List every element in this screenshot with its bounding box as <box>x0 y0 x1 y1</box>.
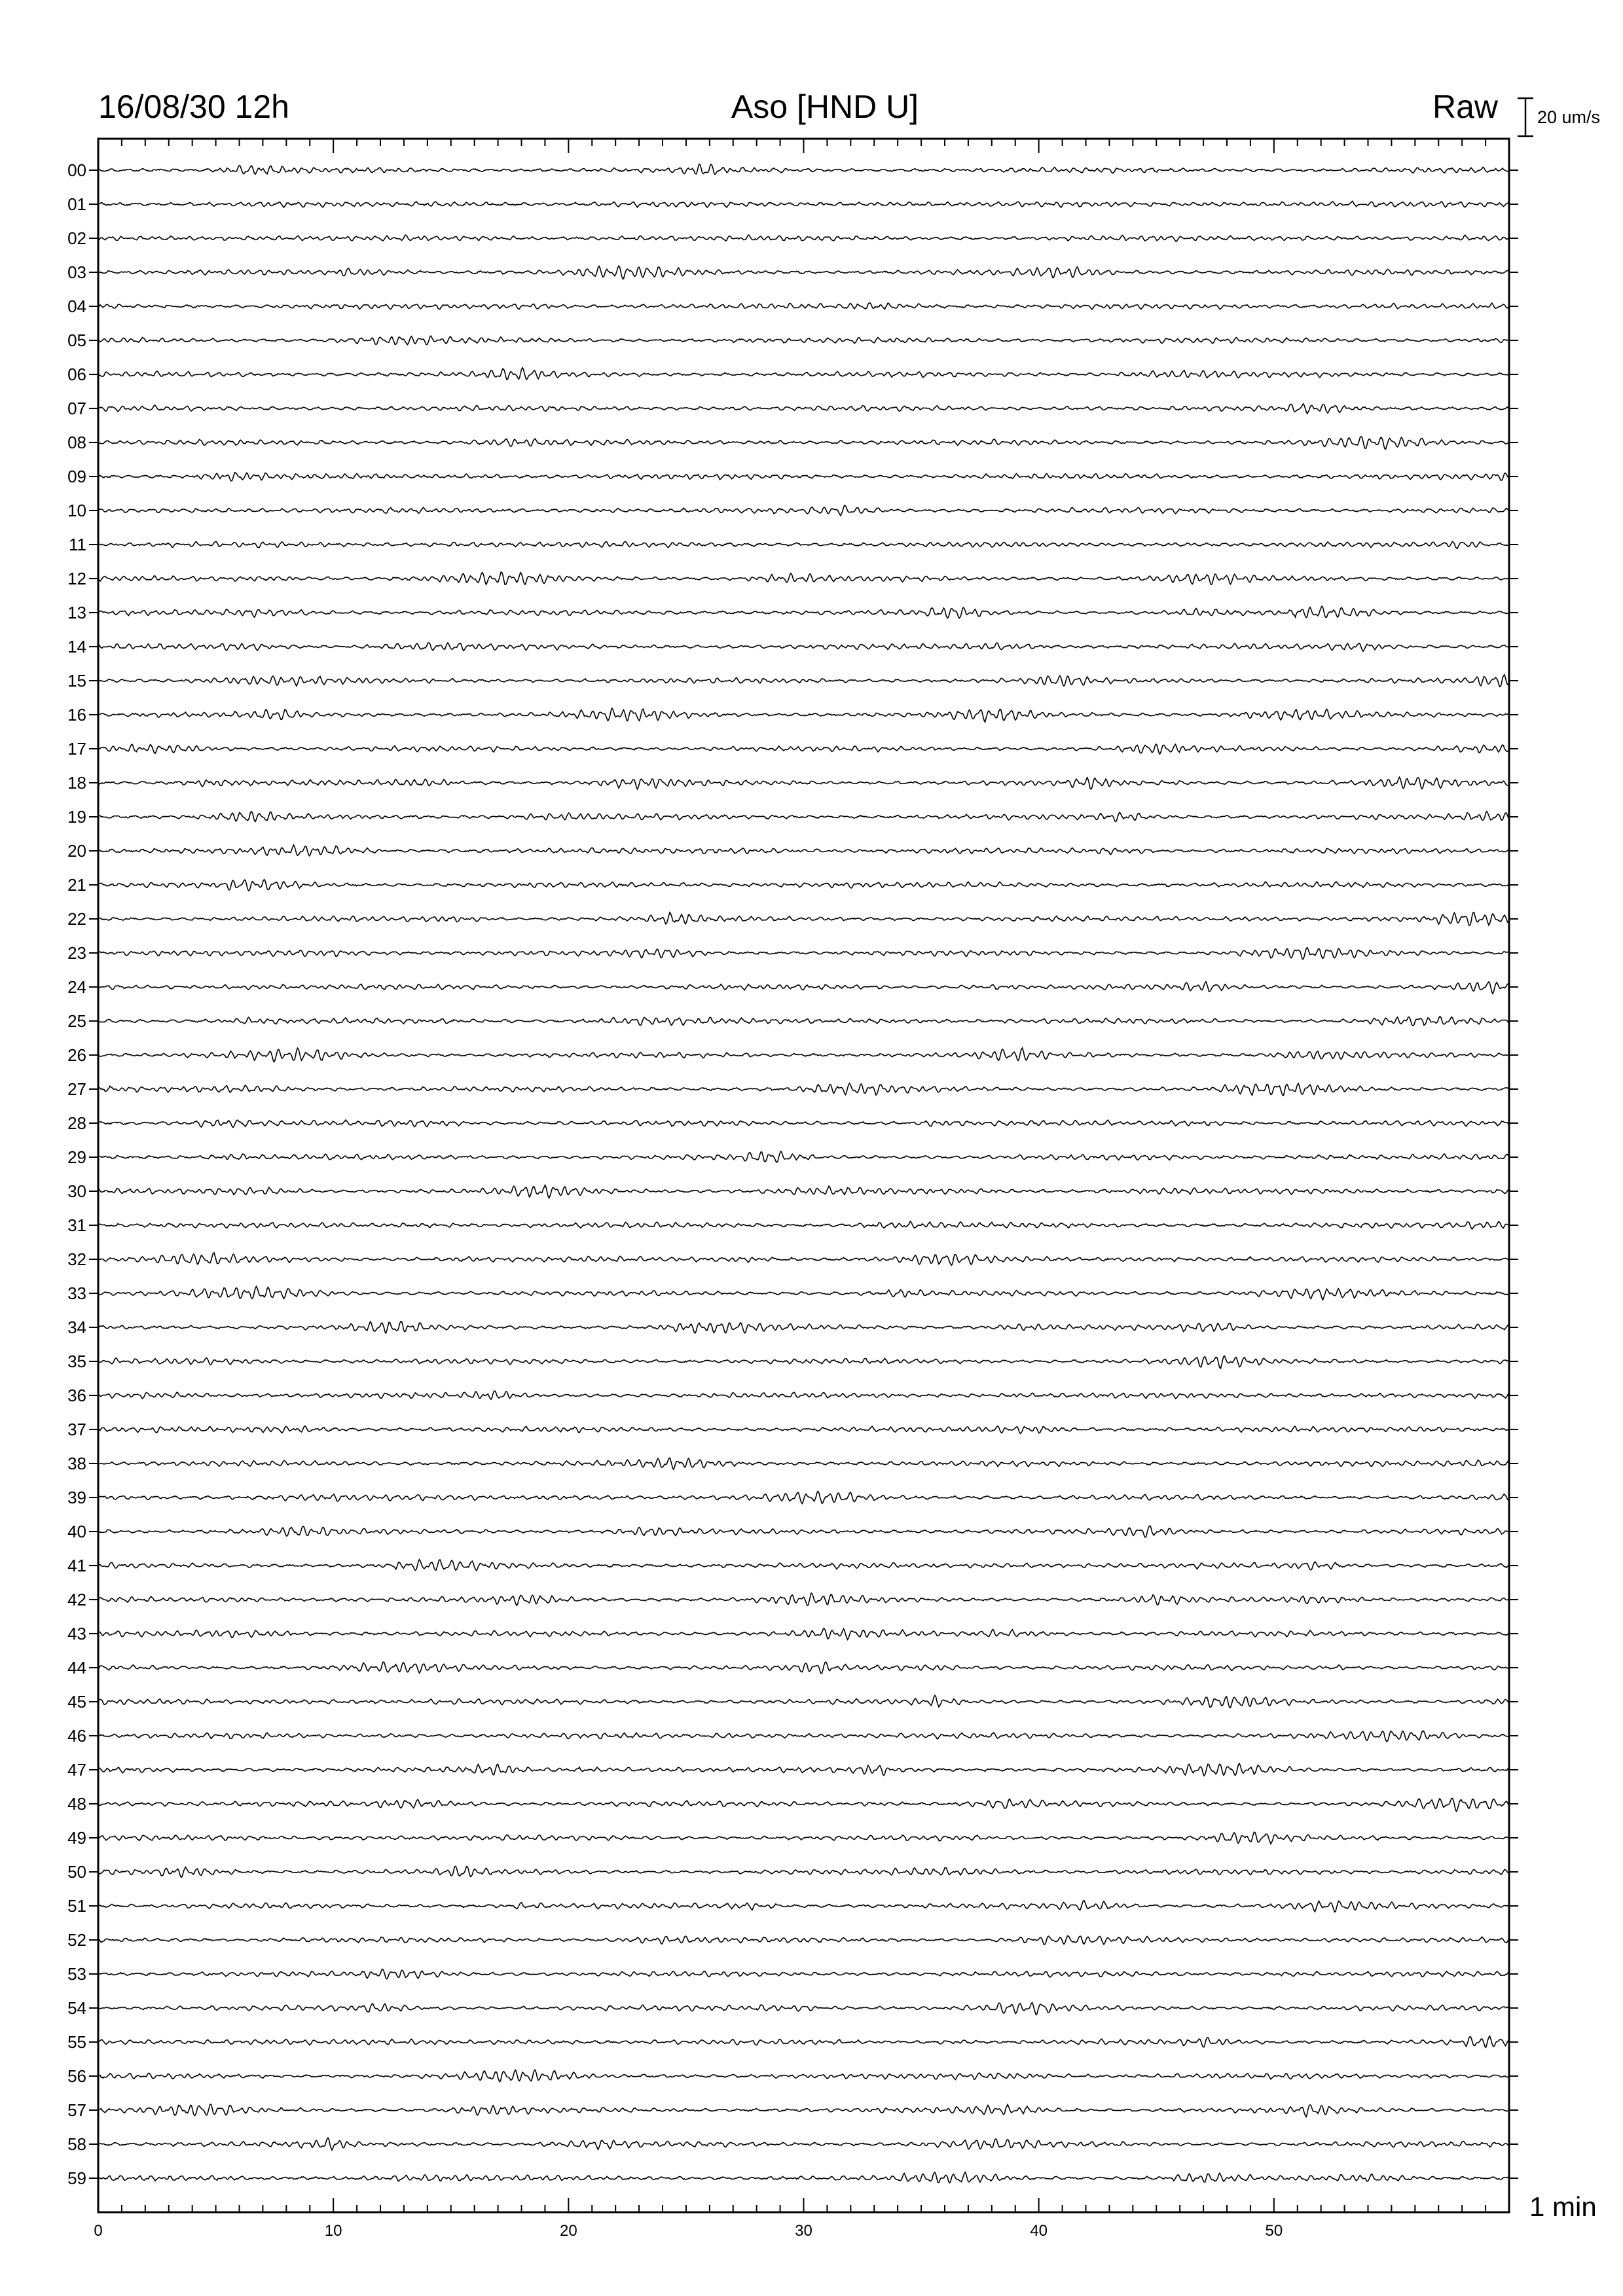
row-label: 43 <box>67 1624 86 1643</box>
row-label: 07 <box>67 399 86 418</box>
row-label: 34 <box>67 1318 86 1337</box>
row-label: 20 <box>67 841 86 861</box>
trace-row <box>98 744 1508 754</box>
amplitude-scale-bar <box>1518 98 1533 136</box>
trace-row <box>98 1426 1508 1434</box>
row-labels <box>67 160 86 2188</box>
row-label: 45 <box>67 1692 86 1712</box>
x-tick-label: 10 <box>324 2222 342 2240</box>
trace-row <box>98 1832 1508 1844</box>
x-tick-label: 40 <box>1030 2222 1048 2240</box>
trace-row <box>98 1526 1508 1537</box>
trace-row <box>98 437 1508 449</box>
trace-row <box>98 1185 1508 1198</box>
row-label: 32 <box>67 1249 86 1269</box>
trace-row <box>98 1287 1508 1300</box>
row-label: 19 <box>67 807 86 827</box>
row-label: 10 <box>67 501 86 520</box>
row-label: 46 <box>67 1726 86 1746</box>
trace-row <box>98 1560 1508 1571</box>
row-label: 33 <box>67 1283 86 1303</box>
row-label: 52 <box>67 1930 86 1950</box>
trace-row <box>98 505 1508 516</box>
trace-row <box>98 880 1508 891</box>
row-label: 56 <box>67 2066 86 2086</box>
amplitude-scale-label: 20 um/s <box>1537 107 1601 127</box>
row-label: 16 <box>67 705 86 725</box>
trace-row <box>98 1662 1508 1674</box>
trace-row <box>98 266 1508 279</box>
row-label: 22 <box>67 909 86 929</box>
row-label: 49 <box>67 1828 86 1848</box>
trace-row <box>98 336 1508 344</box>
row-label: 41 <box>67 1556 86 1575</box>
trace-row <box>98 541 1508 548</box>
row-label: 17 <box>67 739 86 759</box>
row-label: 13 <box>67 603 86 622</box>
trace-row <box>98 1221 1508 1229</box>
row-label: 18 <box>67 773 86 793</box>
row-label: 25 <box>67 1011 86 1031</box>
row-label: 50 <box>67 1862 86 1882</box>
trace-row <box>98 2138 1508 2150</box>
trace-row <box>98 1491 1508 1503</box>
seismic-traces <box>98 164 1508 2183</box>
row-label: 14 <box>67 637 86 656</box>
row-label: 31 <box>67 1215 86 1235</box>
trace-row <box>98 235 1508 242</box>
row-label: 08 <box>67 433 86 452</box>
row-ticks <box>89 170 1518 2178</box>
plot-frame <box>98 139 1509 2212</box>
row-label: 02 <box>67 228 86 248</box>
trace-row <box>98 201 1508 207</box>
trace-row <box>98 1151 1508 1162</box>
x-tick-label: 50 <box>1265 2222 1283 2240</box>
time-ticks <box>98 139 1509 2212</box>
trace-row <box>98 606 1508 618</box>
trace-row <box>98 2172 1508 2183</box>
row-label: 53 <box>67 1964 86 1984</box>
trace-row <box>98 1866 1508 1877</box>
trace-row <box>98 777 1508 789</box>
trace-row <box>98 1321 1508 1333</box>
row-label: 27 <box>67 1079 86 1099</box>
trace-row <box>98 1391 1508 1399</box>
row-label: 48 <box>67 1794 86 1814</box>
row-label: 23 <box>67 943 86 963</box>
x-tick-label: 20 <box>559 2222 577 2240</box>
row-label: 35 <box>67 1352 86 1371</box>
header-date: 16/08/30 12h <box>98 88 289 125</box>
x-tick-labels <box>94 2222 1283 2240</box>
row-label: 04 <box>67 296 86 316</box>
row-label: 29 <box>67 1147 86 1167</box>
trace-row <box>98 812 1508 822</box>
row-label: 05 <box>67 331 86 350</box>
x-tick-label: 30 <box>795 2222 812 2240</box>
trace-row <box>98 303 1508 310</box>
row-label: 30 <box>67 1181 86 1201</box>
row-label: 28 <box>67 1113 86 1133</box>
row-label: 39 <box>67 1488 86 1507</box>
row-label: 21 <box>67 875 86 895</box>
x-axis-unit-label: 1 min <box>1529 2191 1597 2222</box>
row-label: 01 <box>67 194 86 214</box>
row-label: 42 <box>67 1590 86 1609</box>
trace-row <box>98 675 1508 687</box>
trace-row <box>98 572 1508 584</box>
row-label: 44 <box>67 1658 86 1677</box>
row-label: 54 <box>67 1998 86 2018</box>
trace-row <box>98 1016 1508 1026</box>
trace-row <box>98 1356 1508 1369</box>
trace-row <box>98 1901 1508 1912</box>
row-label: 24 <box>67 977 86 997</box>
trace-row <box>98 1695 1508 1708</box>
row-label: 03 <box>67 262 86 282</box>
row-label: 09 <box>67 467 86 486</box>
row-label: 38 <box>67 1454 86 1473</box>
trace-row <box>98 2070 1508 2082</box>
trace-row <box>98 948 1508 960</box>
trace-row <box>98 2104 1508 2117</box>
trace-row <box>98 1731 1508 1742</box>
trace-row <box>98 473 1508 481</box>
row-label: 12 <box>67 569 86 588</box>
trace-row <box>98 164 1508 175</box>
row-label: 26 <box>67 1045 86 1065</box>
row-label: 11 <box>69 535 86 554</box>
trace-row <box>98 845 1508 856</box>
trace-row <box>98 1799 1508 1812</box>
trace-row <box>98 1969 1508 1979</box>
trace-row <box>98 1083 1508 1095</box>
row-label: 15 <box>67 671 86 691</box>
trace-row <box>98 1120 1508 1127</box>
row-label: 55 <box>67 2032 86 2052</box>
trace-row <box>98 912 1508 925</box>
row-label: 58 <box>67 2134 86 2154</box>
row-label: 00 <box>67 160 86 180</box>
trace-row <box>98 2003 1508 2015</box>
trace-row <box>98 368 1508 380</box>
mode-label: Raw <box>1432 88 1498 125</box>
trace-row <box>98 1048 1508 1062</box>
trace-row <box>98 1764 1508 1776</box>
row-label: 40 <box>67 1522 86 1541</box>
row-label: 06 <box>67 365 86 384</box>
row-label: 59 <box>67 2168 86 2188</box>
chart-title: Aso [HND U] <box>731 88 919 125</box>
trace-row <box>98 1253 1508 1265</box>
row-label: 57 <box>67 2100 86 2120</box>
row-label: 37 <box>67 1420 86 1439</box>
row-label: 47 <box>67 1760 86 1780</box>
row-label: 36 <box>67 1386 86 1405</box>
trace-row <box>98 1628 1508 1640</box>
trace-row <box>98 1593 1508 1605</box>
trace-row <box>98 982 1508 994</box>
trace-row <box>98 1936 1508 1945</box>
trace-row <box>98 643 1508 651</box>
row-label: 51 <box>67 1896 86 1916</box>
trace-row <box>98 2036 1508 2047</box>
trace-row <box>98 404 1508 414</box>
trace-row <box>98 708 1508 722</box>
trace-row <box>98 1458 1508 1470</box>
x-tick-label: 0 <box>94 2222 103 2240</box>
